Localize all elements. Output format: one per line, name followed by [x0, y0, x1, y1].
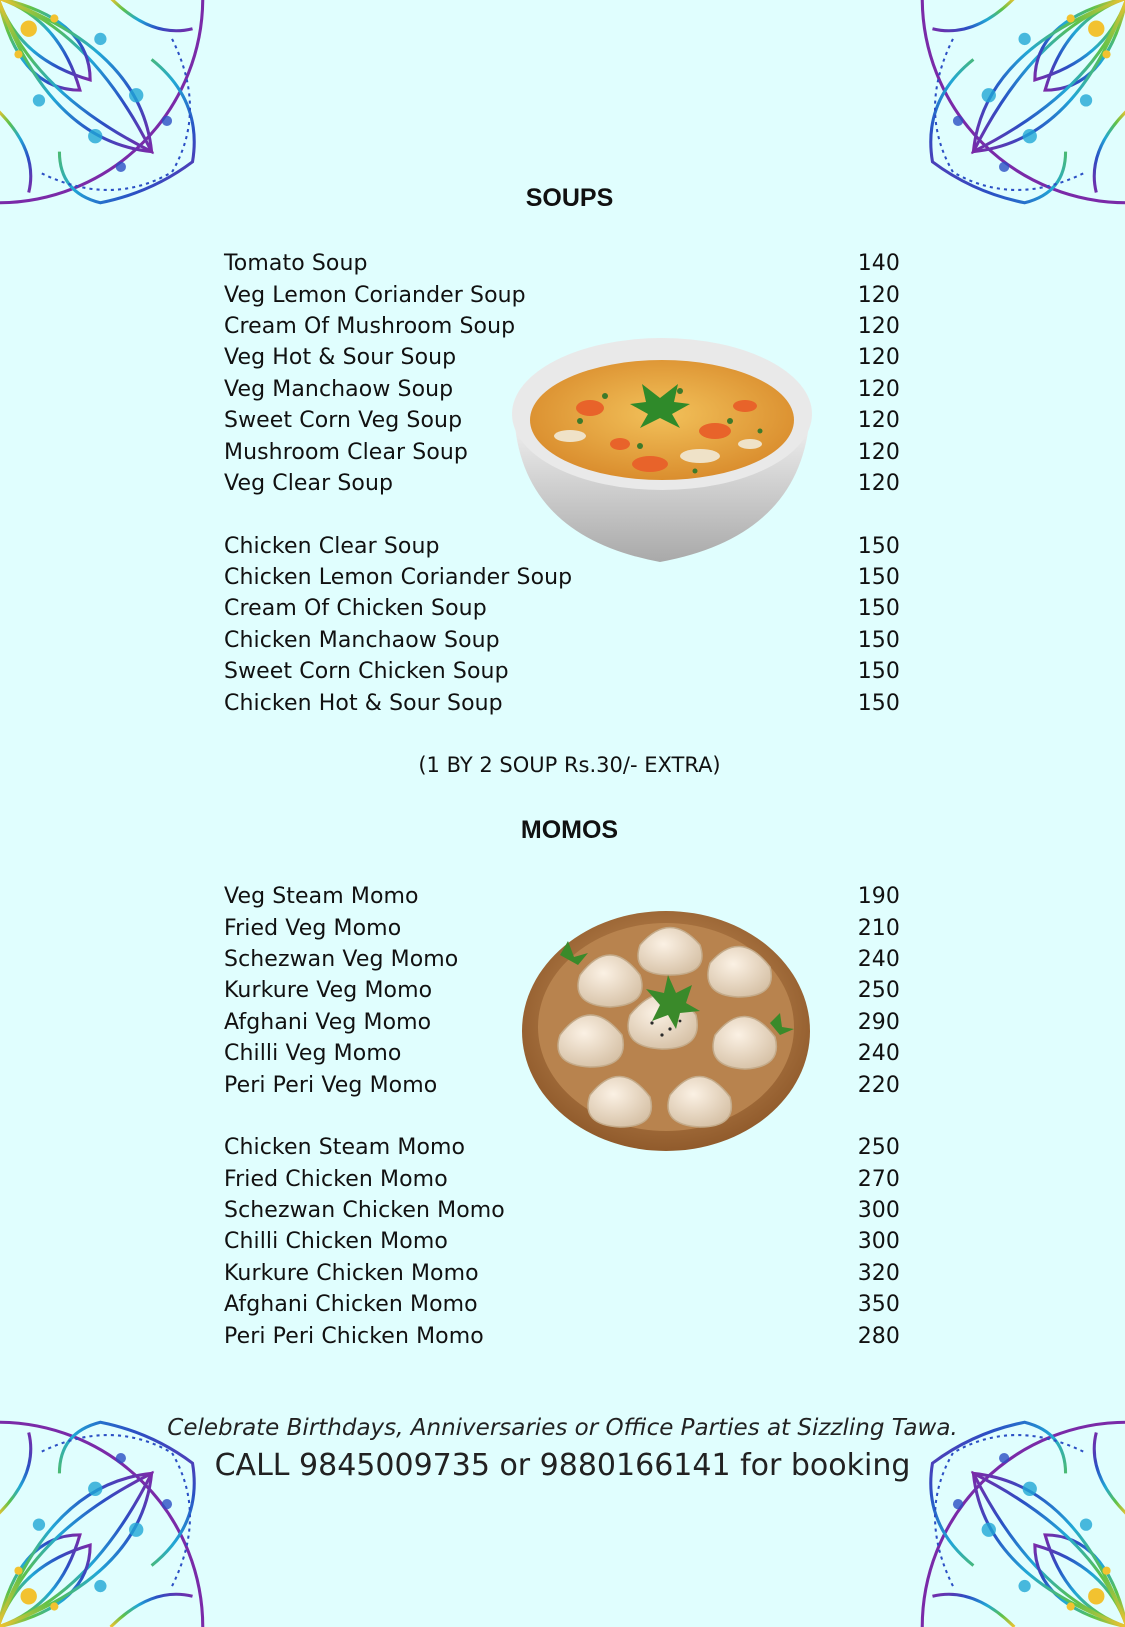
- item-price: 140: [857, 251, 900, 277]
- item-name: Veg Lemon Coriander Soup: [224, 282, 526, 308]
- list-item: [224, 593, 900, 624]
- item-name: Chilli Veg Momo: [224, 1041, 402, 1067]
- item-name: Veg Clear Soup: [224, 470, 394, 496]
- mandala-ornament-icon: [912, 0, 1125, 213]
- item-name: Fried Chicken Momo: [224, 1166, 448, 1192]
- item-price: 350: [857, 1292, 900, 1318]
- mandala-ornament-icon: [912, 1412, 1125, 1627]
- item-price: 150: [857, 659, 900, 685]
- list-item: [224, 1226, 900, 1257]
- item-price: 270: [857, 1166, 900, 1192]
- item-price: 120: [857, 408, 900, 434]
- item-name: Chicken Manchaow Soup: [224, 627, 500, 653]
- list-item: [224, 562, 900, 593]
- item-name: Sweet Corn Veg Soup: [224, 408, 463, 434]
- item-price: 300: [857, 1229, 900, 1255]
- item-price: 190: [857, 884, 900, 910]
- item-name: Peri Peri Veg Momo: [224, 1072, 438, 1098]
- item-price: 120: [857, 439, 900, 465]
- item-price: 120: [857, 470, 900, 496]
- soups-heading: SOUPS: [525, 184, 614, 212]
- item-price: 300: [857, 1198, 900, 1224]
- item-name: Cream Of Chicken Soup: [224, 596, 487, 622]
- item-price: 250: [857, 978, 900, 1004]
- item-name: Schezwan Veg Momo: [224, 946, 459, 972]
- item-name: Mushroom Clear Soup: [224, 439, 468, 465]
- item-name: Chilli Chicken Momo: [224, 1229, 448, 1255]
- item-price: 250: [857, 1135, 900, 1161]
- item-name: Schezwan Chicken Momo: [224, 1198, 505, 1224]
- item-price: 290: [857, 1009, 900, 1035]
- item-price: 120: [857, 345, 900, 371]
- soup-bowl-image: [510, 336, 815, 566]
- item-name: Chicken Hot & Sour Soup: [224, 690, 503, 716]
- item-name: Veg Steam Momo: [224, 884, 419, 910]
- item-price: 120: [857, 313, 900, 339]
- item-price: 120: [857, 282, 900, 308]
- item-name: Fried Veg Momo: [224, 915, 402, 941]
- list-item: [224, 625, 900, 656]
- list-item: [224, 1289, 900, 1320]
- promo-text: Celebrate Birthdays, Anniversaries or Office Parties at Sizzling Tawa.: [167, 1415, 958, 1441]
- item-name: Cream Of Mushroom Soup: [224, 313, 516, 339]
- item-price: 210: [857, 915, 900, 941]
- item-price: 150: [857, 533, 900, 559]
- item-name: Chicken Clear Soup: [224, 533, 440, 559]
- mandala-ornament-icon: [0, 0, 213, 213]
- list-item: [224, 656, 900, 687]
- soup-note: (1 BY 2 SOUP Rs.30/- EXTRA): [418, 753, 721, 777]
- item-name: Kurkure Chicken Momo: [224, 1260, 479, 1286]
- item-price: 120: [857, 376, 900, 402]
- momo-plate-image: [520, 905, 812, 1153]
- list-item: [224, 248, 900, 279]
- momos-heading: MOMOS: [520, 816, 619, 844]
- item-name: Veg Manchaow Soup: [224, 376, 454, 402]
- item-name: Chicken Lemon Coriander Soup: [224, 565, 573, 591]
- booking-call-text: CALL 9845009735 or 9880166141 for booking: [214, 1448, 911, 1483]
- item-price: 150: [857, 627, 900, 653]
- item-price: 280: [857, 1323, 900, 1349]
- list-item: [224, 1258, 900, 1289]
- item-name: Chicken Steam Momo: [224, 1135, 466, 1161]
- item-name: Kurkure Veg Momo: [224, 978, 433, 1004]
- list-item: [224, 1195, 900, 1226]
- item-name: Veg Hot & Sour Soup: [224, 345, 457, 371]
- item-price: 150: [857, 565, 900, 591]
- item-name: Tomato Soup: [224, 251, 368, 277]
- item-name: Peri Peri Chicken Momo: [224, 1323, 484, 1349]
- list-item: [224, 1164, 900, 1195]
- item-price: 240: [857, 1041, 900, 1067]
- mandala-ornament-icon: [0, 1412, 213, 1627]
- list-item: [224, 687, 900, 718]
- item-price: 150: [857, 690, 900, 716]
- list-item: [224, 279, 900, 310]
- item-name: Afghani Chicken Momo: [224, 1292, 478, 1318]
- item-price: 320: [857, 1260, 900, 1286]
- list-item: [224, 1320, 900, 1351]
- item-name: Sweet Corn Chicken Soup: [224, 659, 509, 685]
- item-price: 150: [857, 596, 900, 622]
- item-price: 240: [857, 946, 900, 972]
- item-name: Afghani Veg Momo: [224, 1009, 432, 1035]
- item-price: 220: [857, 1072, 900, 1098]
